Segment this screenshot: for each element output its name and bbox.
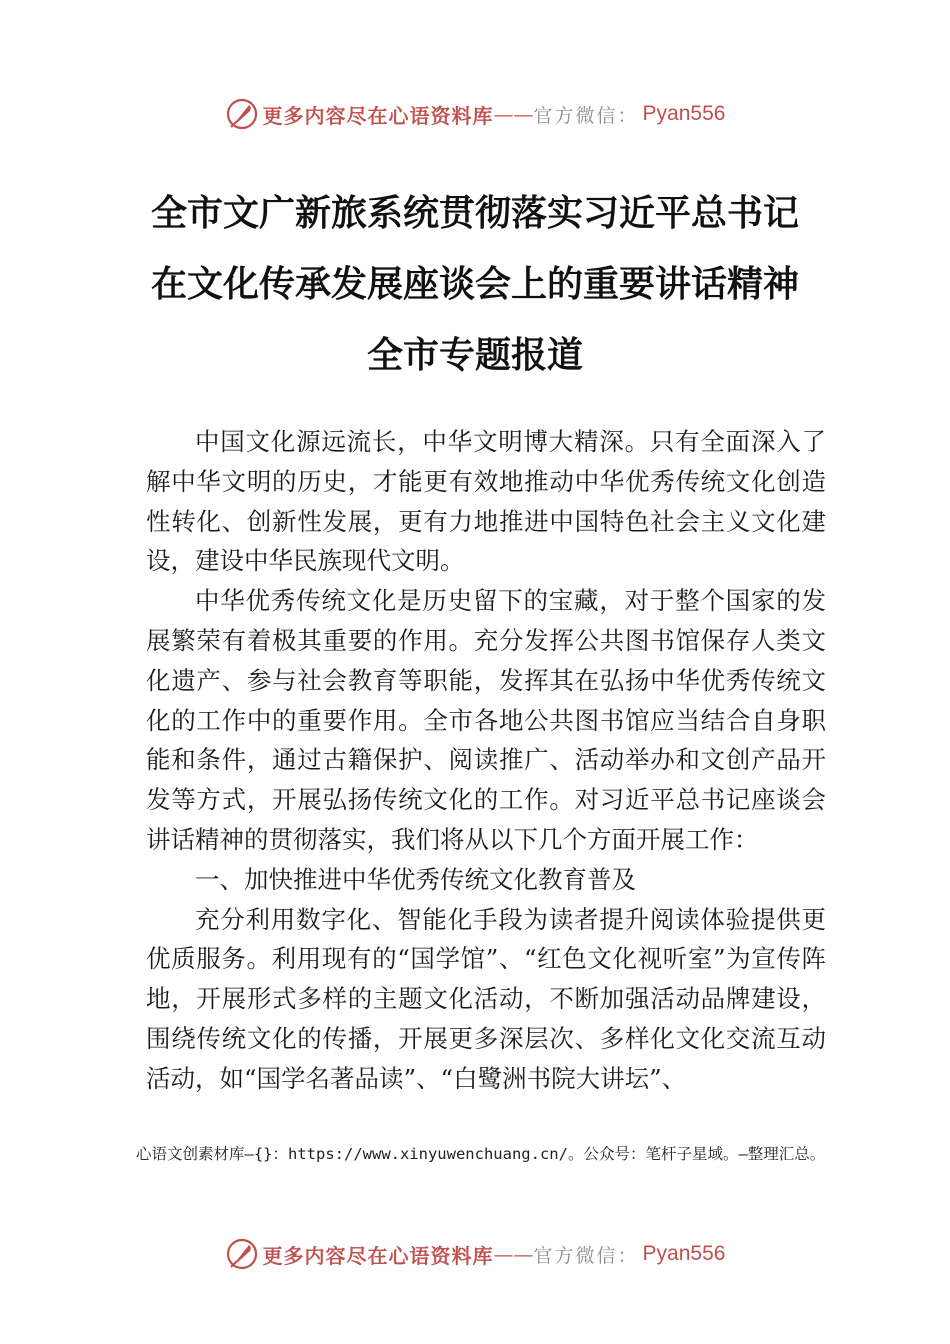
title-line: 在文化传承发展座谈会上的重要讲话精神 <box>150 263 799 305</box>
banner-wechat-id: Pyan556 <box>642 102 726 125</box>
document-title <box>100 178 850 391</box>
section-heading: 一、加快推进中华优秀传统文化教育普及 <box>195 864 636 894</box>
banner-label: 官方微信： <box>533 104 639 127</box>
banner-separator: —— <box>493 1242 534 1266</box>
header-banner <box>0 94 950 134</box>
paragraph: 充分利用数字化、智能化手段为读者提升阅读体验提供更优质服务。利用现有的“国学馆”、“红色文化视听室”为宣传阵地，开展形式多样的主题文化活动，不断加强活动品牌建设，围绕传统文化的传播，开展更多深层次、多样化文化交流互动活动，如“国学名著品读”、“白鹭洲书院大讲坛”、 <box>146 904 826 1093</box>
banner-wechat-id: Pyan556 <box>642 1242 726 1265</box>
paragraph: 中华优秀传统文化是历史留下的宝藏，对于整个国家的发展繁荣有着极其重要的作用。充分发挥公共图书馆保存人类文化遗产、参与社会教育等职能，发挥其在弘扬中华优秀传统文化的工作中的重要作用。全市各地公共图书馆应当结合自身职能和条件，通过古籍保护、阅读推广、活动举办和文创产品开发等方式，开展弘扬传统文化的工作。对习近平总书记座谈会讲话精神的贯彻落实，我们将从以下几个方面开展工作： <box>146 586 826 854</box>
title-line: 全市文广新旅系统贯彻落实习近平总书记 <box>150 192 799 234</box>
banner-separator: —— <box>493 102 534 126</box>
paragraph: 中国文化源远流长，中华文明博大精深。只有全面深入了解中华文明的历史，才能更有效地推动中华优秀传统文化创造性转化、创新性发展，更有力地推进中国特色社会主义文化建设，建设中华民族现代文明。 <box>146 427 826 576</box>
footer-note: 心语文创素材库—{}：https://www.xinyuwenchuang.cn/。公众号：笔杆子星域。—整理汇总。 <box>136 1145 826 1163</box>
title-line: 全市专题报道 <box>366 334 583 376</box>
banner-text: 更多内容尽在心语资料库 <box>262 103 494 128</box>
banner-text: 更多内容尽在心语资料库 <box>262 1243 494 1268</box>
quill-pen-logo-icon <box>225 1237 259 1271</box>
quill-pen-logo-icon <box>225 97 259 131</box>
document-body <box>146 422 826 1099</box>
banner-label: 官方微信： <box>533 1244 639 1267</box>
footer-banner <box>0 1234 950 1274</box>
